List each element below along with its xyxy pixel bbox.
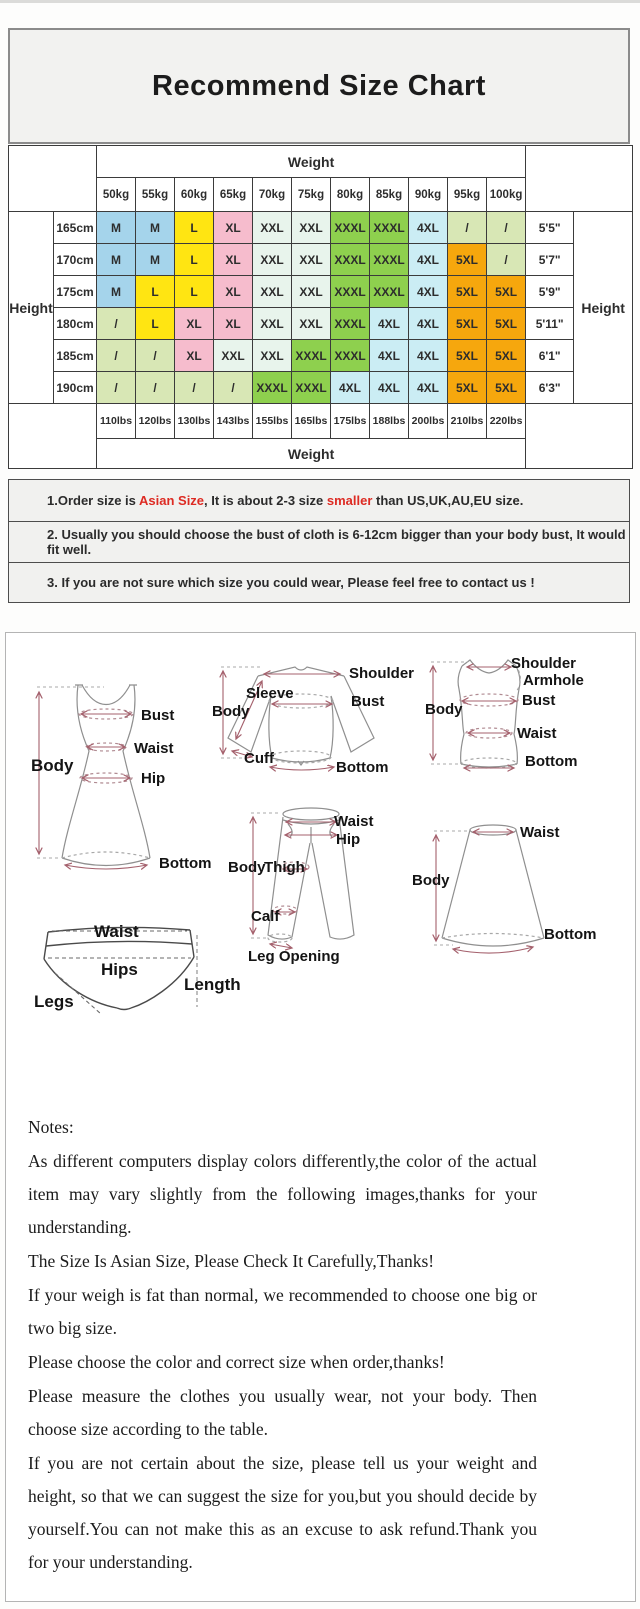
size-cell: 4XL: [370, 372, 409, 404]
size-cell: XL: [175, 340, 214, 372]
label-dress-bottom: Bottom: [159, 855, 212, 872]
size-cell: /: [97, 340, 136, 372]
height-cm: 185cm: [54, 340, 97, 372]
label-tank-bust: Bust: [522, 692, 556, 709]
weight-lbs: 220lbs: [487, 404, 526, 439]
size-cell: 5XL: [448, 308, 487, 340]
label-briefs-waist: Waist: [94, 922, 139, 941]
label-shirt-cuff: Cuff: [244, 750, 274, 767]
size-cell: XXXL: [331, 308, 370, 340]
label-skirt-body: Body: [412, 872, 450, 889]
weight-kg: 65kg: [214, 178, 253, 212]
size-cell: XXL: [214, 340, 253, 372]
height-cm: 165cm: [54, 212, 97, 244]
height-ft: 5'5": [526, 212, 574, 244]
label-pants-body: Body: [228, 859, 266, 876]
skirt-outline: [442, 825, 544, 946]
size-cell: 5XL: [487, 276, 526, 308]
size-cell: XXL: [253, 212, 292, 244]
table-corner: [526, 404, 633, 469]
weight-kg: 100kg: [487, 178, 526, 212]
label-pants-hip: Hip: [336, 831, 361, 848]
height-cm: 180cm: [54, 308, 97, 340]
size-cell: /: [136, 372, 175, 404]
size-cell: XL: [214, 244, 253, 276]
weight-lbs: 175lbs: [331, 404, 370, 439]
size-cell: 5XL: [448, 276, 487, 308]
size-cell: XXL: [253, 340, 292, 372]
table-corner: [526, 146, 633, 212]
height-header-left: Height: [9, 212, 54, 404]
size-cell: XXXL: [253, 372, 292, 404]
weight-kg: 90kg: [409, 178, 448, 212]
label-dress-hip: Hip: [141, 770, 166, 787]
size-cell: XXL: [292, 276, 331, 308]
size-cell: M: [97, 212, 136, 244]
size-cell: L: [136, 276, 175, 308]
weight-lbs: 188lbs: [370, 404, 409, 439]
size-cell: /: [448, 212, 487, 244]
order-note-3-text: 3. If you are not sure which size you could wear, Please feel free to contact us !: [47, 575, 535, 590]
weight-lbs: 200lbs: [409, 404, 448, 439]
notes-paragraph: Please choose the color and correct size when order,thanks!: [28, 1352, 445, 1372]
size-cell: XXXL: [331, 340, 370, 372]
label-tank-shoulder: Shoulder: [511, 655, 577, 672]
size-cell: XXXL: [331, 212, 370, 244]
size-cell: XXXL: [370, 276, 409, 308]
size-cell: XXL: [253, 276, 292, 308]
seller-notes: [28, 1111, 537, 1580]
size-cell: XXXL: [331, 276, 370, 308]
weight-lbs: 155lbs: [253, 404, 292, 439]
size-cell: 5XL: [487, 372, 526, 404]
order-note-3: [8, 562, 630, 603]
label-shirt-bust: Bust: [351, 693, 385, 710]
size-cell: XXXL: [292, 340, 331, 372]
height-cm: 175cm: [54, 276, 97, 308]
size-cell: XXXL: [331, 244, 370, 276]
weight-kg: 80kg: [331, 178, 370, 212]
size-cell: 4XL: [409, 308, 448, 340]
size-cell: XXXL: [292, 372, 331, 404]
label-briefs-length: Length: [184, 975, 241, 994]
notes-paragraph: Please measure the clothes you usually wear, not your body. Then choose size according to the table.: [28, 1386, 537, 1439]
size-cell: 5XL: [448, 244, 487, 276]
order-note-1-text: 1.Order size is Asian Size, It is about 2-3 size smaller than US,UK,AU,EU size.: [47, 493, 524, 508]
smaller-highlight: smaller: [326, 493, 373, 508]
size-cell: XL: [214, 308, 253, 340]
height-cm: 170cm: [54, 244, 97, 276]
label-pants-calf: Calf: [251, 908, 280, 925]
size-cell: /: [175, 372, 214, 404]
notes-paragraph: If you are not certain about the size, please tell us your weight and height, so that we can suggest the size for you,but you should decide by yourself.You can not make this as an excuse to ask refund.Thank you for your understanding.: [28, 1453, 537, 1572]
notes-heading: Notes:: [28, 1117, 74, 1137]
weight-lbs: 130lbs: [175, 404, 214, 439]
order-note-2-text: 2. Usually you should choose the bust of cloth is 6-12cm bigger than your body bust, It would fit well.: [47, 527, 626, 557]
height-header-right: Height: [574, 212, 633, 404]
label-briefs-legs: Legs: [34, 992, 74, 1011]
size-cell: XL: [214, 212, 253, 244]
size-cell: XXXL: [370, 244, 409, 276]
weight-lbs: 210lbs: [448, 404, 487, 439]
weight-kg: 55kg: [136, 178, 175, 212]
size-cell: L: [175, 244, 214, 276]
label-tank-body: Body: [425, 701, 463, 718]
size-cell: /: [97, 308, 136, 340]
label-dress-waist: Waist: [134, 740, 174, 757]
size-cell: XXL: [253, 244, 292, 276]
label-dress-bust: Bust: [141, 707, 175, 724]
size-cell: /: [487, 212, 526, 244]
size-cell: 4XL: [409, 244, 448, 276]
label-shirt-sleeve: Sleeve: [246, 685, 294, 702]
size-cell: /: [136, 340, 175, 372]
size-cell: 5XL: [448, 340, 487, 372]
size-cell: 4XL: [409, 276, 448, 308]
size-cell: L: [175, 212, 214, 244]
size-cell: XXXL: [370, 212, 409, 244]
order-note-1: [8, 479, 630, 522]
weight-footer: Weight: [97, 439, 526, 469]
height-ft: 6'3": [526, 372, 574, 404]
label-shirt-shoulder: Shoulder: [349, 665, 415, 682]
height-ft: 6'1": [526, 340, 574, 372]
size-cell: M: [136, 244, 175, 276]
label-pants-thigh: Thigh: [264, 859, 305, 876]
weight-header: Weight: [97, 146, 526, 178]
dress-outline: [62, 685, 150, 866]
weight-kg: 95kg: [448, 178, 487, 212]
size-cell: 4XL: [370, 340, 409, 372]
size-cell: 5XL: [448, 372, 487, 404]
label-shirt-body: Body: [212, 703, 250, 720]
size-cell: 4XL: [409, 212, 448, 244]
label-skirt-bottom: Bottom: [544, 926, 597, 943]
weight-kg: 70kg: [253, 178, 292, 212]
notes-paragraph: If your weigh is fat than normal, we recommended to choose one big or two big size.: [28, 1285, 537, 1338]
title-box: [8, 28, 630, 144]
size-cell: XXL: [253, 308, 292, 340]
label-shirt-bottom: Bottom: [336, 759, 389, 776]
page-title: Recommend Size Chart: [152, 69, 486, 102]
weight-kg: 75kg: [292, 178, 331, 212]
height-cm: 190cm: [54, 372, 97, 404]
measure-guide-box: [5, 632, 636, 1602]
size-cell: XL: [214, 276, 253, 308]
label-pants-leg-opening: Leg Opening: [248, 948, 340, 965]
label-tank-bottom: Bottom: [525, 753, 578, 770]
dress-measure-arrows: [37, 687, 147, 869]
label-briefs-hips: Hips: [101, 960, 138, 979]
table-corner: [9, 146, 97, 212]
size-cell: L: [175, 276, 214, 308]
order-note-2: [8, 521, 630, 563]
size-cell: 4XL: [331, 372, 370, 404]
size-cell: M: [97, 244, 136, 276]
size-cell: XXL: [292, 212, 331, 244]
weight-lbs: 110lbs: [97, 404, 136, 439]
size-cell: 4XL: [370, 308, 409, 340]
weight-kg: 85kg: [370, 178, 409, 212]
skirt-measure-arrows: [434, 831, 533, 953]
weight-kg: 50kg: [97, 178, 136, 212]
height-ft: 5'11": [526, 308, 574, 340]
weight-lbs: 143lbs: [214, 404, 253, 439]
size-cell: 5XL: [487, 340, 526, 372]
top-edge-strip: [0, 0, 640, 3]
label-pants-waist: Waist: [334, 813, 374, 830]
size-cell: XL: [175, 308, 214, 340]
size-cell: /: [97, 372, 136, 404]
table-corner: [9, 404, 97, 469]
label-tank-armhole: Armhole: [523, 672, 584, 689]
size-cell: M: [136, 212, 175, 244]
label-dress-body: Body: [31, 756, 74, 775]
size-cell: M: [97, 276, 136, 308]
weight-lbs: 165lbs: [292, 404, 331, 439]
height-ft: 5'9": [526, 276, 574, 308]
weight-kg: 60kg: [175, 178, 214, 212]
size-cell: /: [487, 244, 526, 276]
size-cell: 5XL: [487, 308, 526, 340]
size-table: [8, 145, 633, 469]
weight-lbs: 120lbs: [136, 404, 175, 439]
asian-size-highlight: Asian Size: [139, 493, 205, 508]
tank-outline: [458, 660, 520, 768]
size-cell: XXL: [292, 244, 331, 276]
size-cell: 4XL: [409, 340, 448, 372]
size-cell: 4XL: [409, 372, 448, 404]
size-cell: /: [214, 372, 253, 404]
height-ft: 5'7": [526, 244, 574, 276]
label-tank-waist: Waist: [517, 725, 557, 742]
size-cell: L: [136, 308, 175, 340]
notes-paragraph: The Size Is Asian Size, Please Check It Carefully,Thanks!: [28, 1251, 435, 1271]
label-skirt-waist: Waist: [520, 824, 560, 841]
size-cell: XXL: [292, 308, 331, 340]
notes-paragraph: As different computers display colors differently,the color of the actual item may vary slightly from the following images,thanks for your understanding.: [28, 1151, 537, 1237]
